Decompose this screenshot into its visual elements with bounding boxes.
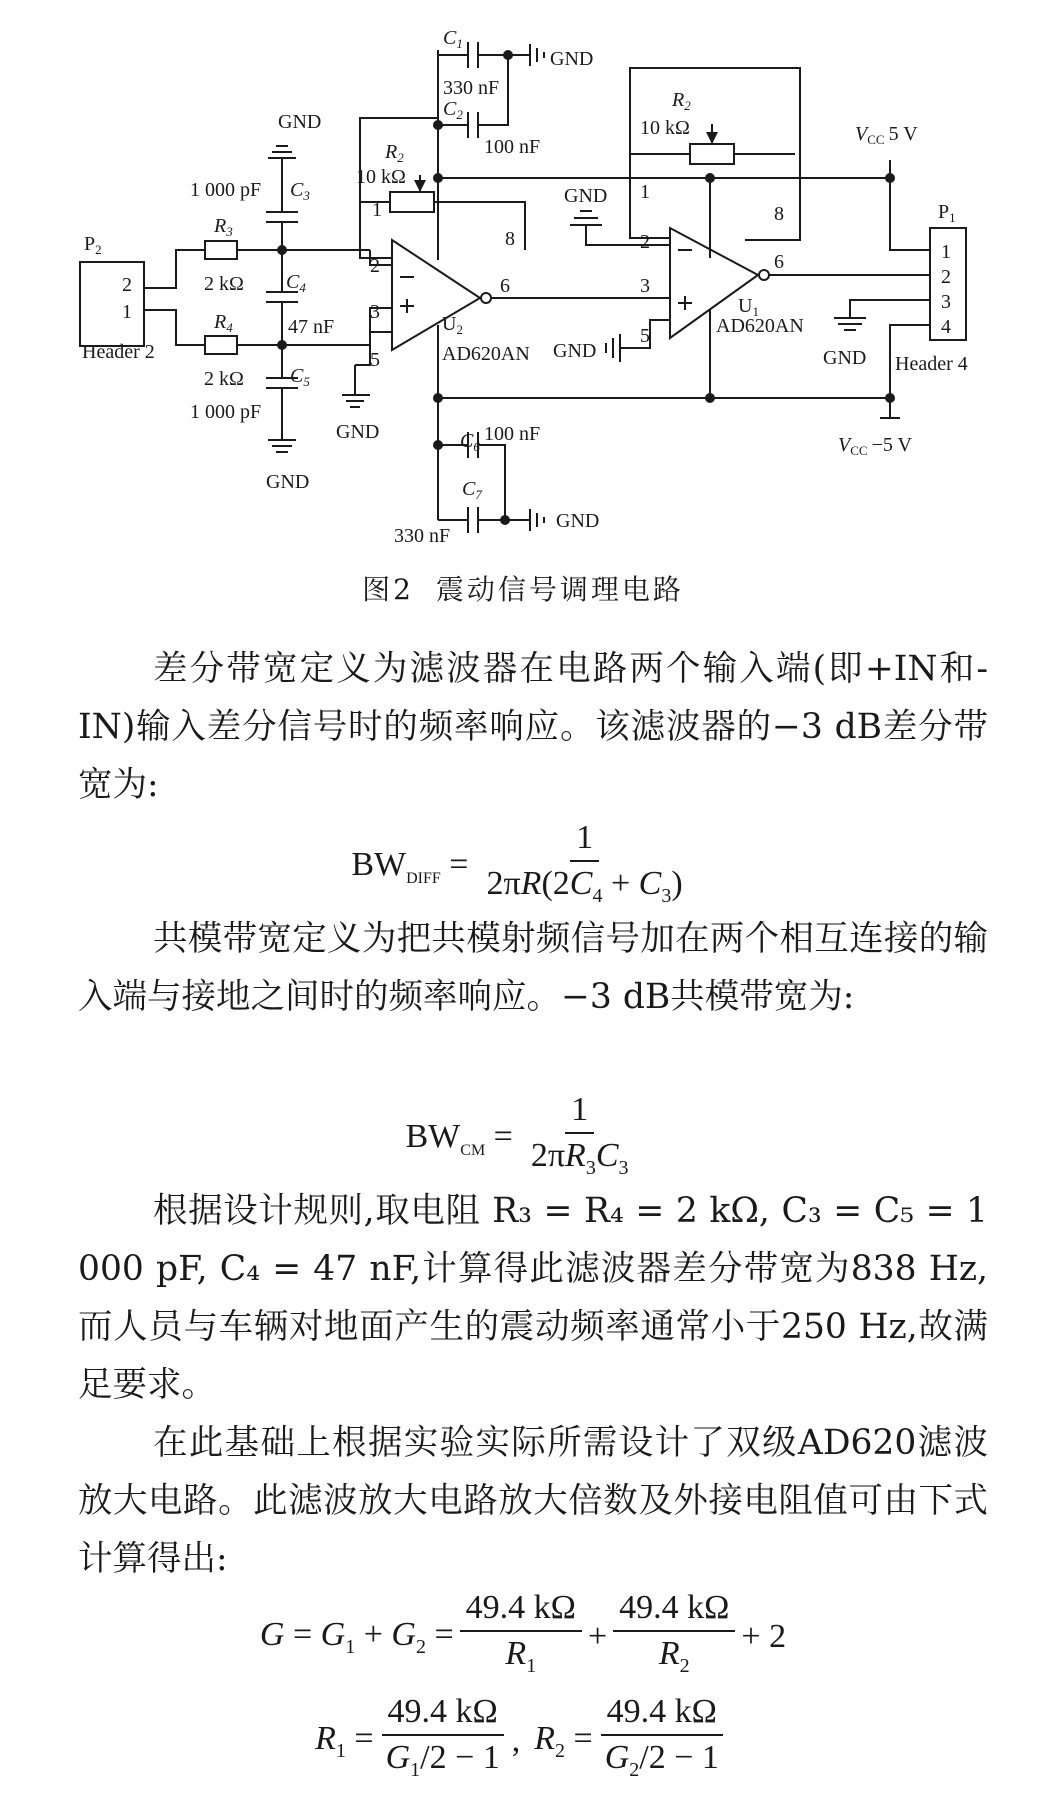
paragraph-design-values [78, 1182, 988, 1414]
paragraph-cm-bandwidth [78, 910, 988, 1026]
label-gnd: GND [550, 48, 594, 70]
label-p1: $P_1$ [938, 201, 956, 225]
label-c6-value: 100 nF [484, 423, 541, 445]
paragraph-text: 在此基础上根据实验实际所需设计了双级AD620滤波放大电路。此滤波放大电路放大倍数及外接电阻值可由下式计算得出: [78, 1423, 988, 1579]
eq2-lhs: $BW_{CM}$ = [405, 1118, 513, 1159]
equation-bw-diff [0, 818, 1046, 916]
label-u2-pin5: 5 [370, 349, 380, 371]
label-p1-pin1: 1 [941, 241, 951, 263]
resistor-r2-u1 [690, 144, 734, 164]
label-r2-u2-value: 10 kΩ [356, 166, 406, 188]
label-p2: $P_2$ [84, 233, 102, 257]
label-c1: $C_1$ [443, 27, 463, 51]
header2-connector [80, 262, 144, 346]
eq4-fraction-1: $\frac{49.4 k\Omega}{G_1/2 - 1}$ [380, 1692, 506, 1790]
label-r2-u2: $R_2$ [385, 141, 404, 165]
paragraph-text: 共模带宽定义为把共模射频信号加在两个相互连接的输入端与接地之间时的频率响应。−3 dB共模带宽为: [78, 919, 988, 1017]
label-u2-pin1: 1 [372, 199, 382, 221]
label-u1-pin1: 1 [640, 181, 650, 203]
circuit-diagram [0, 0, 1046, 560]
wire [144, 310, 205, 345]
equation-resistors: $R_1$ = $\frac{49.4 k\Omega}{G_1/2 - 1}$ , $R_2$ = $\frac{49.4 k\Omega}{G_2/2 - 1}$ [0, 1692, 1046, 1790]
label-c1-value: 330 nF [443, 77, 500, 99]
label-c6: $C_6$ [460, 430, 480, 454]
paragraph-text: 差分带宽定义为滤波器在电路两个输入端(即+IN和-IN)输入差分信号时的频率响应。该滤波器的−3 dB差分带宽为: [78, 649, 988, 805]
label-gnd: GND [564, 185, 608, 207]
label-u2-pin2: 2 [370, 255, 380, 277]
figure-title: 震动信号调理电路 [435, 573, 684, 606]
label-c7-value: 330 nF [394, 525, 451, 547]
resistor-r2-u2 [390, 192, 434, 212]
label-r3-value: 2 kΩ [204, 273, 244, 295]
paragraph-two-stage [78, 1414, 988, 1588]
label-header4: Header 4 [895, 353, 968, 375]
label-u2: $U_2$ [442, 313, 463, 337]
opamp-u2 [392, 240, 480, 350]
label-u2-part: AD620AN [442, 343, 530, 365]
eq1-lhs: $BW_{DIFF}$ = [351, 846, 469, 887]
paragraph-text: 根据设计规则,取电阻 R₃ = R₄ = 2 kΩ, C₃ = C₅ = 1 000 pF, C₄ = 47 nF,计算得此滤波器差分带宽为838 Hz,而人员与车辆对地面产生的震动频率通常小于250 Hz,故满足要求。 [78, 1191, 988, 1405]
eq3-fraction-1: $\frac{49.4 k\Omega}{R_1}$ [460, 1588, 582, 1686]
eq2-fraction [525, 1090, 635, 1188]
eq3-lhs: $G = G_1 + G_2$ = [259, 1615, 454, 1658]
label-u1-pin6: 6 [774, 251, 784, 273]
eq3-fraction-2: $\frac{49.4 k\Omega}{R_2}$ [613, 1588, 735, 1686]
paragraph-diff-bandwidth [78, 640, 988, 814]
eq1-denominator: $2\pi R(2C_4 + C_3)$ [486, 865, 683, 907]
resistor-r4 [205, 336, 237, 354]
eq3-tail: + 2 [741, 1618, 787, 1655]
label-gnd: GND [278, 111, 322, 133]
figure-caption [0, 568, 1046, 608]
label-u2-pin3: 3 [370, 301, 380, 323]
label-header2: Header 2 [82, 341, 155, 363]
label-p1-pin3: 3 [941, 291, 951, 313]
label-gnd: GND [823, 347, 867, 369]
label-c2-value: 100 nF [484, 136, 541, 158]
label-p1-pin2: 2 [941, 266, 951, 288]
label-r4: $R_4$ [214, 311, 233, 335]
eq2-numerator: 1 [565, 1090, 594, 1134]
label-r3: $R_3$ [214, 215, 233, 239]
resistor-r3 [205, 241, 237, 259]
eq1-fraction [480, 818, 688, 916]
label-u1-pin5: 5 [640, 325, 650, 347]
eq4-r2: $R_2$ = [534, 1719, 593, 1762]
label-vcc-pos: $V_{CC}$ 5 V [855, 123, 918, 147]
label-u1-part: AD620AN [716, 315, 804, 337]
label-u2-pin8: 8 [505, 228, 515, 250]
equation-gain: $G = G_1 + G_2$ = $\frac{49.4 k\Omega}{R_1}$ + $\frac{49.4 k\Omega}{R_2}$ + 2 [0, 1588, 1046, 1686]
label-u1-pin2: 2 [640, 231, 650, 253]
label-u2-pin6: 6 [500, 275, 510, 297]
label-gnd: GND [553, 340, 597, 362]
label-c5-value: 1 000 pF [190, 401, 262, 423]
label-c2: $C_2$ [443, 98, 463, 122]
eq2-denominator: $2\pi R_3C_3$ [530, 1137, 629, 1179]
label-r4-value: 2 kΩ [204, 368, 244, 390]
label-c3-value: 1 000 pF [190, 179, 262, 201]
label-vcc-neg: $V_{CC} -5$ V [838, 434, 912, 458]
label-c7: $C_7$ [462, 478, 482, 502]
label-c3: $C_3$ [290, 179, 310, 203]
eq4-r1: $R_1$ = [315, 1719, 374, 1762]
figure-number: 图2 [362, 573, 414, 606]
label-u1-pin8: 8 [774, 203, 784, 225]
label-c4-value: 47 nF [288, 316, 335, 338]
wire [144, 250, 205, 288]
label-gnd: GND [556, 510, 600, 532]
eq1-numerator: 1 [570, 818, 599, 862]
label-p1-pin4: 4 [941, 316, 951, 338]
label-u1: $U_1$ [738, 295, 759, 319]
label-r2-u1-value: 10 kΩ [640, 117, 690, 139]
label-r2-u1: $R_2$ [672, 89, 691, 113]
eq4-fraction-2: $\frac{49.4 k\Omega}{G_2/2 - 1}$ [599, 1692, 725, 1790]
label-c4: $C_4$ [286, 271, 306, 295]
label-u1-pin3: 3 [640, 275, 650, 297]
equation-bw-cm [0, 1090, 1046, 1188]
label-gnd: GND [336, 421, 380, 443]
label-p2-pin2: 2 [122, 274, 132, 296]
label-p2-pin1: 1 [122, 301, 132, 323]
label-c5: $C_5$ [290, 365, 310, 389]
label-gnd: GND [266, 471, 310, 493]
